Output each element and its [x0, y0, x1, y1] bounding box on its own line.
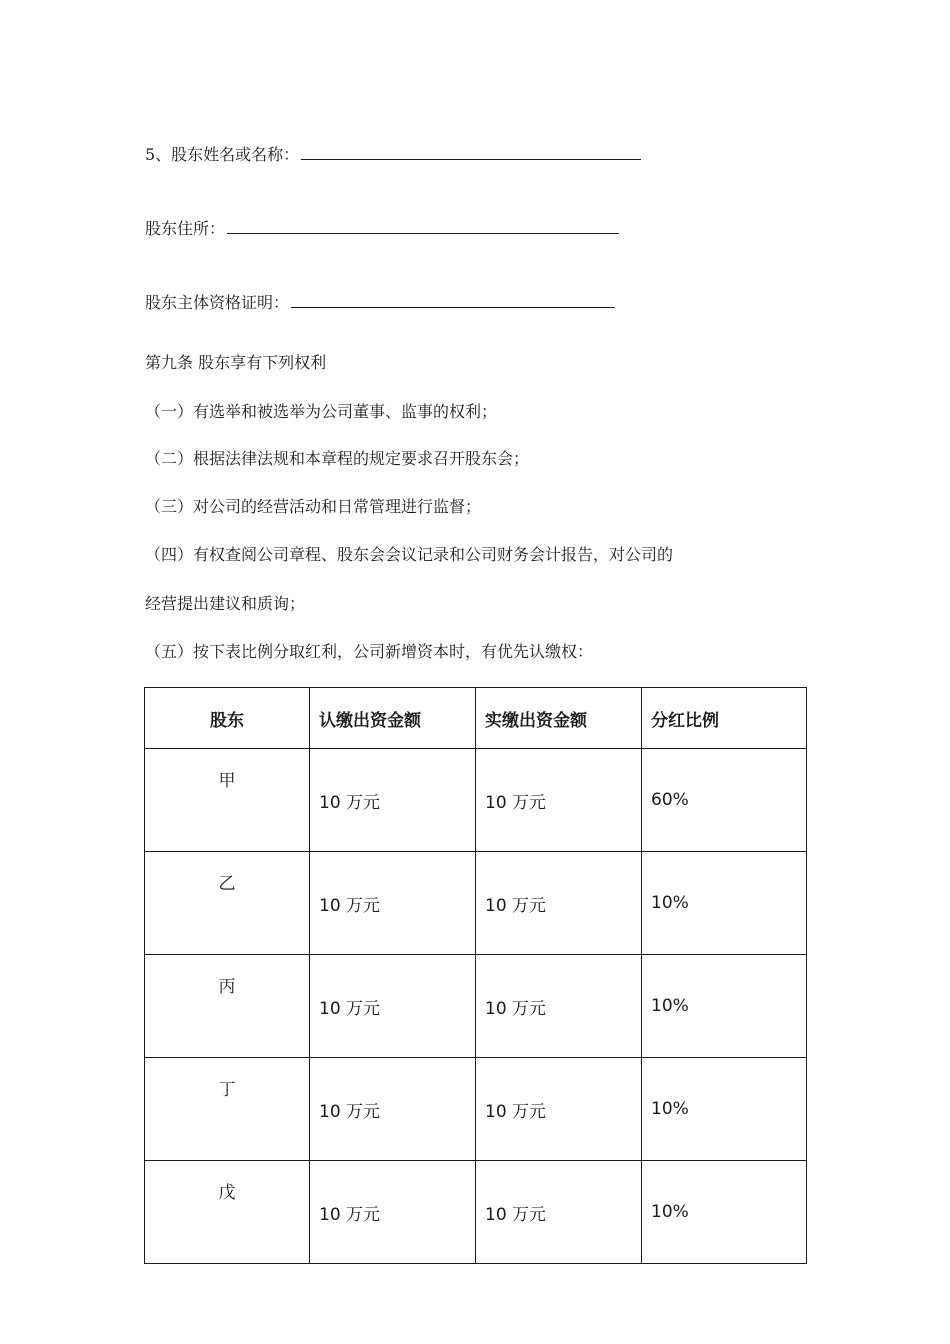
table-header-row: [145, 688, 807, 749]
cell-shareholder: 丁: [145, 1058, 310, 1161]
table-row: [145, 749, 807, 852]
cell-subscribed: 10 万元: [310, 749, 476, 852]
shareholder-table: [144, 687, 807, 1264]
cell-paid: 10 万元: [476, 749, 642, 852]
rights-item: （二）根据法律法规和本章程的规定要求召开股东会；: [145, 449, 530, 468]
blank-underline[interactable]: [291, 291, 615, 308]
rights-item: （四）有权查阅公司章程、股东会会议记录和公司财务会计报告，对公司的: [145, 545, 674, 564]
cell-ratio: 10%: [642, 852, 807, 955]
table-row: [145, 1058, 807, 1161]
cell-subscribed: 10 万元: [310, 852, 476, 955]
blank-underline[interactable]: [301, 143, 641, 160]
field-label: 5、股东姓名或名称：: [145, 145, 300, 164]
field-label: 股东主体资格证明：: [145, 293, 290, 312]
table-row: [145, 852, 807, 955]
cell-subscribed: 10 万元: [310, 1058, 476, 1161]
header-subscribed-amount: 认缴出资金额: [310, 688, 476, 749]
cell-ratio: 10%: [642, 1161, 807, 1264]
cell-ratio: 10%: [642, 1058, 807, 1161]
cell-paid: 10 万元: [476, 1161, 642, 1264]
cell-shareholder: 丙: [145, 955, 310, 1058]
table-row: [145, 955, 807, 1058]
cell-subscribed: 10 万元: [310, 955, 476, 1058]
cell-shareholder: 戊: [145, 1161, 310, 1264]
cell-shareholder: 甲: [145, 749, 310, 852]
cell-subscribed: 10 万元: [310, 1161, 476, 1264]
rights-item: （一）有选举和被选举为公司董事、监事的权利；: [145, 402, 498, 421]
field-label: 股东住所：: [145, 219, 226, 238]
rights-item-continuation: 经营提出建议和质询；: [145, 594, 306, 613]
field-shareholder-address: [145, 217, 619, 239]
cell-ratio: 60%: [642, 749, 807, 852]
cell-paid: 10 万元: [476, 1058, 642, 1161]
cell-paid: 10 万元: [476, 852, 642, 955]
cell-paid: 10 万元: [476, 955, 642, 1058]
rights-item: （三）对公司的经营活动和日常管理进行监督；: [145, 497, 482, 516]
cell-shareholder: 乙: [145, 852, 310, 955]
table-row: [145, 1161, 807, 1264]
blank-underline[interactable]: [227, 217, 619, 234]
header-shareholder: 股东: [145, 688, 310, 749]
article-title: 第九条 股东享有下列权利: [145, 353, 327, 372]
rights-item: （五）按下表比例分取红利，公司新增资本时，有优先认缴权：: [145, 642, 594, 661]
field-shareholder-name: [145, 143, 641, 165]
header-dividend-ratio: 分红比例: [642, 688, 807, 749]
cell-ratio: 10%: [642, 955, 807, 1058]
field-shareholder-qualification: [145, 291, 615, 313]
header-paid-amount: 实缴出资金额: [476, 688, 642, 749]
